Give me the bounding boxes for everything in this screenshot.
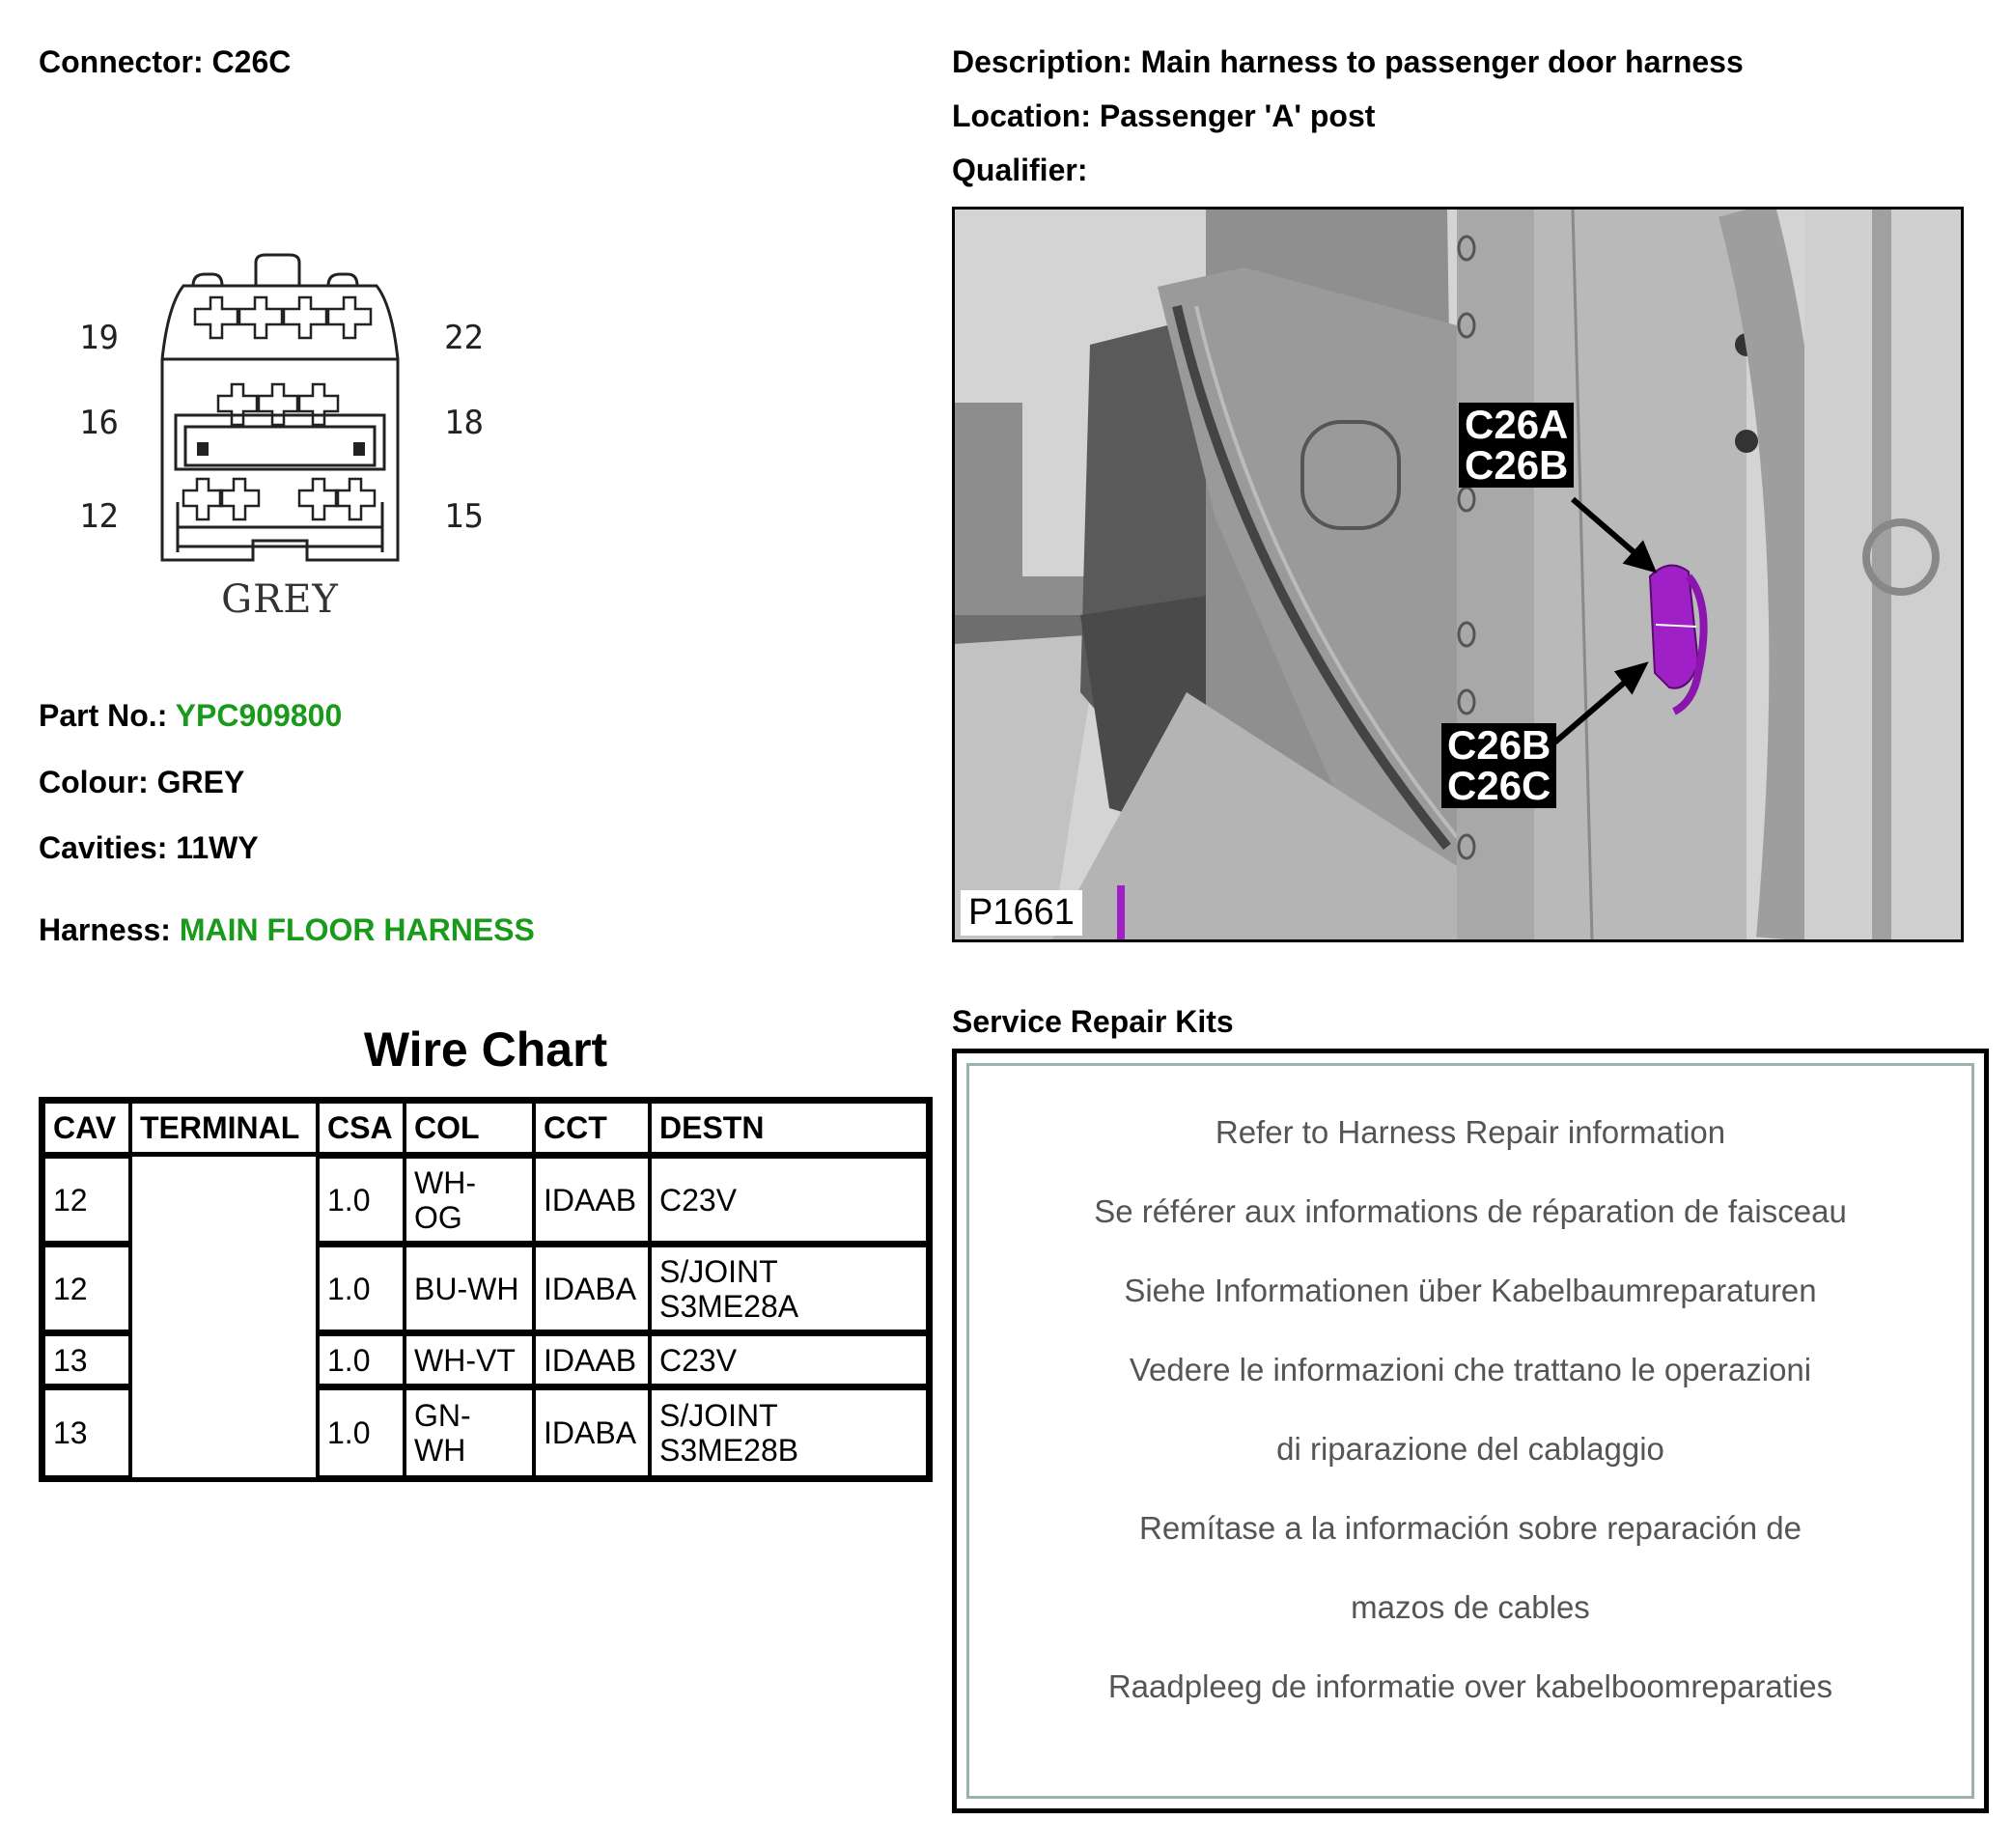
part-number-label: Part No.: (39, 698, 168, 733)
connector-value: C26C (211, 44, 292, 79)
column-header-terminal: TERMINAL (130, 1102, 318, 1157)
cell-col: WH- OG (405, 1157, 534, 1246)
cell-col: BU-WH (405, 1246, 534, 1334)
figure-id: P1661 (961, 890, 1082, 936)
callout-label-c26b: C26B (1465, 442, 1569, 488)
cell-cct: IDAAB (534, 1334, 650, 1388)
harness-label: Harness: (39, 912, 171, 947)
cavities-value: 11WY (176, 830, 259, 865)
wire-chart-title: Wire Chart (363, 1022, 608, 1077)
cell-cct: IDABA (534, 1246, 650, 1334)
cavities-label: Cavities: (39, 830, 168, 865)
description-label: Description: (952, 44, 1132, 79)
kit-line-de: Siehe Informationen über Kabelbaumreparaturen (1124, 1273, 1817, 1308)
colour-label: Colour: (39, 765, 149, 799)
harness-line (39, 912, 535, 948)
connector-label: Connector: (39, 44, 204, 79)
cell-col: GN- WH (405, 1388, 534, 1477)
cell-csa: 1.0 (318, 1388, 405, 1477)
callout-c26a-c26b (1459, 403, 1574, 488)
callout-label-c26a: C26A (1465, 402, 1569, 447)
cell-cct: IDAAB (534, 1157, 650, 1246)
part-number-line (39, 698, 342, 734)
column-header-destn: DESTN (650, 1102, 928, 1157)
part-number-link[interactable]: YPC909800 (175, 698, 343, 733)
location-line (952, 98, 1375, 134)
connector-location-image (952, 207, 1964, 942)
vehicle-a-post-illustration (955, 210, 1961, 939)
harness-link[interactable]: MAIN FLOOR HARNESS (179, 912, 535, 947)
description-value: Main harness to passenger door harness (1140, 44, 1744, 79)
cell-cct: IDABA (534, 1388, 650, 1477)
service-kits-inner-frame (966, 1063, 1974, 1799)
pin-number-15: 15 (444, 497, 484, 536)
kit-line-fr: Se référer aux informations de réparation de faisceau (1094, 1193, 1847, 1229)
column-header-col: COL (405, 1102, 534, 1157)
kit-line-it-2: di riparazione del cablaggio (1276, 1431, 1664, 1467)
cell-destn: C23V (650, 1157, 928, 1246)
kit-line-es-2: mazos de cables (1351, 1589, 1590, 1625)
connector-heading (39, 44, 291, 80)
connector-colour-caption: GREY (221, 577, 339, 622)
pin-number-18: 18 (444, 404, 484, 442)
cell-terminal (130, 1157, 318, 1477)
cell-cav: 13 (43, 1388, 130, 1477)
column-header-csa: CSA (318, 1102, 405, 1157)
kit-line-es-1: Remítase a la información sobre reparación de (1138, 1510, 1802, 1546)
description-line (952, 44, 1744, 80)
location-label: Location: (952, 98, 1091, 133)
cell-csa: 1.0 (318, 1157, 405, 1246)
wire-chart-table (39, 1097, 933, 1482)
service-kits-title: Service Repair Kits (952, 1004, 1234, 1039)
location-value: Passenger 'A' post (1099, 98, 1376, 133)
cell-destn: C23V (650, 1334, 928, 1388)
callout-c26b-c26c (1441, 723, 1556, 808)
table-row (43, 1157, 928, 1246)
pin-number-16: 16 (79, 404, 119, 442)
pin-number-19: 19 (79, 319, 119, 357)
callout-label-c26c: C26C (1447, 763, 1551, 808)
cell-col: WH-VT (405, 1334, 534, 1388)
wire-chart-header-row (43, 1102, 928, 1157)
cell-csa: 1.0 (318, 1334, 405, 1388)
cavities-line (39, 830, 259, 866)
kit-line-it-1: Vedere le informazioni che trattano le operazioni (1129, 1352, 1812, 1387)
colour-value: GREY (156, 765, 245, 799)
colour-line (39, 765, 244, 800)
service-kits-box (952, 1049, 1989, 1813)
kit-line-nl: Raadpleeg de informatie over kabelboomreparaties (1107, 1668, 1833, 1704)
pin-number-12: 12 (79, 497, 119, 536)
column-header-cct: CCT (534, 1102, 650, 1157)
connector-face-diagram (68, 251, 521, 637)
qualifier-label: Qualifier: (952, 153, 1088, 187)
callout-label-c26b-lower: C26B (1447, 722, 1551, 768)
cell-destn: S/JOINT S3ME28A (650, 1246, 928, 1334)
pin-number-22: 22 (444, 319, 484, 357)
cell-cav: 13 (43, 1334, 130, 1388)
cell-csa: 1.0 (318, 1246, 405, 1334)
cell-cav: 12 (43, 1246, 130, 1334)
kit-line-en: Refer to Harness Repair information (1215, 1114, 1726, 1150)
cell-cav: 12 (43, 1157, 130, 1246)
column-header-cav: CAV (43, 1102, 130, 1157)
connector-outline (135, 251, 425, 579)
cell-destn: S/JOINT S3ME28B (650, 1388, 928, 1477)
